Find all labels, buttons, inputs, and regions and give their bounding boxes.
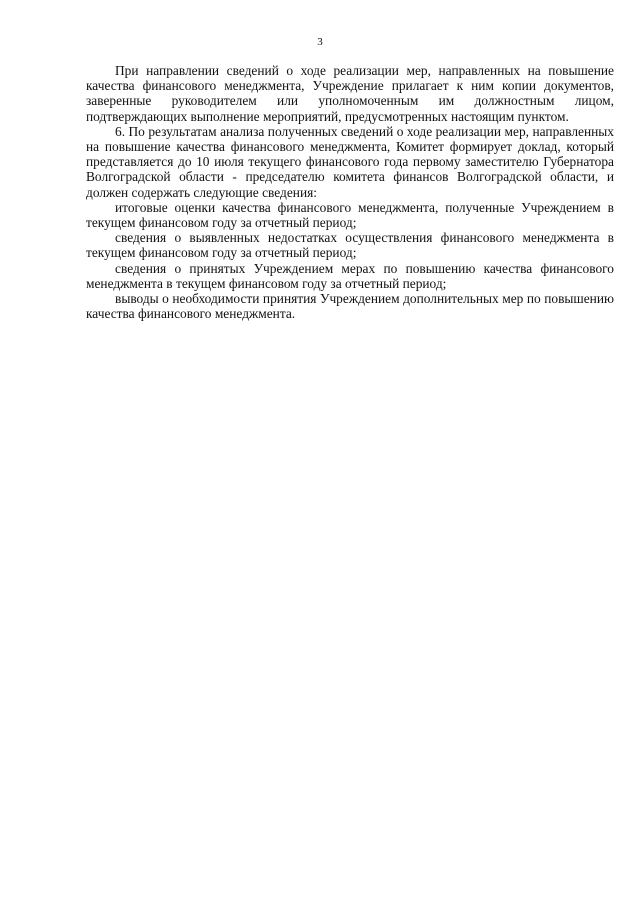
list-item-final-assessments: итоговые оценки качества финансового менеджмента, полученные Учреждением в текущем финансовом году за отчетный период;: [86, 199, 614, 231]
paragraph-attachments: При направлении сведений о ходе реализации мер, направленных на повышение качества финансового менеджмента, Учреждение прилагает к ним копии документов, заверенные руководителем или уполномоченным им должностным лицом, подтверждающих выполнение мероприятий, предусмотренных настоящим пунктом.: [86, 63, 614, 124]
list-item-identified-shortcomings: сведения о выявленных недостатках осуществления финансового менеджмента в текущем финансовом году за отчетный период;: [86, 230, 614, 261]
page-number: 3: [317, 36, 323, 48]
list-item-measures-taken: сведения о принятых Учреждением мерах по повышению качества финансового менеджмента в текущем финансовом году за отчетный период;: [86, 260, 614, 291]
paragraph-item-6: 6. По результатам анализа полученных сведений о ходе реализации мер, направленных на повышение качества финансового менеджмента, Комитет формирует доклад, который представляется до 10 июля текущего финансового года первому заместителю Губернатора Волгоградской области - председателю комитета финансов Волгоградской области, и должен содержать следующие сведения:: [86, 123, 614, 200]
list-item-conclusions: выводы о необходимости принятия Учреждением дополнительных мер по повышению качества финансового менеджмента.: [86, 291, 614, 322]
document-body: [86, 63, 614, 321]
